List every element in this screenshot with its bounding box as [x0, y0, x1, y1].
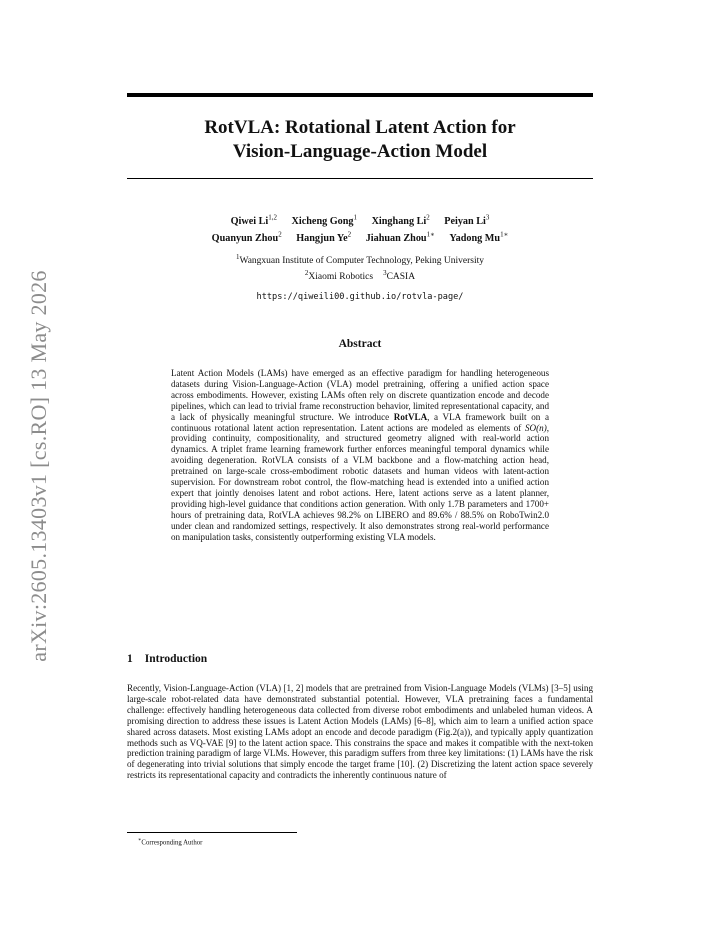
author: Xinghang Li$^2$ — [371, 214, 430, 228]
affiliations — [127, 251, 593, 283]
author: Xicheng Gong$^1$ — [291, 214, 358, 228]
author: Peiyan Li$^3$ — [444, 214, 490, 228]
math-so-n: SO(n) — [525, 422, 547, 433]
title-line-1: RotVLA: Rotational Latent Action for — [204, 117, 516, 138]
abstract-text: Latent Action Models (LAMs) have emerged as an effective paradigm for handling heterogeneous datasets during Vision-Language-Action (VLA) model pretraining, offering a unified action space across embodiments. However, existing LAMs often rely on discrete quantization encode and decode pipelines, which can lead to trivial frame reconstruction behavior, limited representational capacity, and a lack of physically meaningful structure. We introduce RotVLA, a VLA framework built on a continuous rotational latent action representation. Latent actions are modeled as elements of SO(n), providing continuity, compositionality, and structured geometry aligned with real-world action dynamics. A triplet frame learning framework further enforces meaningful temporal dynamics while avoiding degeneration. RotVLA consists of a VLM backbone and a flow-matching action head, pretrained on large-scale cross-embodiment robotic datasets and human videos with latent-action supervision. For downstream robot control, the flow-matching head is extended into a unified action expert that jointly denoises latent and robot actions. Here, latent actions serve as a latent planner, providing high-level guidance that conditions action generation. With only 1.7B parameters and 1700+ hours of pretraining data, RotVLA achieves 98.2% on LIBERO and 89.6% / 88.5% on RoboTwin2.0 under clean and randomized settings, respectively. It also demonstrates strong real-world performance on manipulation tasks, consistently outperforming existing VLA models. — [171, 368, 549, 542]
author: Quanyun Zhou$^2$ — [211, 230, 282, 244]
author: Qiwei Li$^{1,2}$ — [230, 214, 277, 228]
project-page-link[interactable]: https://qiweili00.github.io/rotvla-page/ — [256, 292, 464, 302]
arxiv-identifier-stamp: arXiv:2605.13403v1 [cs.RO] 13 May 2026 — [26, 270, 51, 662]
affiliation-line-2: $^2$Xiaomi Robotics $^3$CASIA — [304, 269, 416, 283]
footnote-rule — [127, 832, 297, 833]
author: Jiahuan Zhou$^{1∗}$ — [365, 230, 435, 244]
footnote: ∗Corresponding Author — [138, 838, 203, 847]
author: Hangjun Ye$^2$ — [296, 230, 352, 244]
abstract-heading: Abstract — [338, 338, 382, 350]
affiliation-line-1: $^1$Wangxuan Institute of Computer Technology, Peking University — [236, 253, 484, 267]
title-line-2: Vision-Language-Action Model — [232, 141, 488, 162]
author-list — [127, 212, 593, 245]
title-bottom-rule — [127, 178, 593, 179]
section-heading-introduction: 1 Introduction — [127, 653, 208, 665]
author: Yadong $Mu^{1∗}$ — [449, 230, 509, 244]
author-row-2 — [127, 228, 593, 244]
introduction-text: Recently, Vision-Language-Action (VLA) [1, 2] models that are pretrained from Vision-Language Models (VLMs) [3–5] using large-scale robot-related data have demonstrated substantial potential. However, VLA pretraining faces a fundamental challenge: effectively handling heterogeneous data collected from diverse robot embodiments and unlabeled human videos. A promising direction to address these issues is Latent Action Models (LAMs) [6–8], which aim to learn a unified action space shared across datasets. Most existing LAMs adopt an encode and decode paradigm (Fig.2(a)), and typically apply quantization methods such as VQ-VAE [9] to the latent action space. This constrains the space and makes it compatible with the next-token prediction training paradigm of large VLMs. However, this paradigm suffers from three key limitations: (1) LAMs have the risk of degenerating into trivial solutions that simply encode the target frame [10]. (2) Discretizing the latent action space severely restricts its representational capacity and contradicts the inherently continuous nature of — [127, 683, 593, 781]
author-row-1 — [127, 212, 593, 228]
method-name: RotVLA — [393, 411, 428, 422]
paper-title — [127, 116, 593, 164]
title-top-rule — [127, 93, 593, 97]
